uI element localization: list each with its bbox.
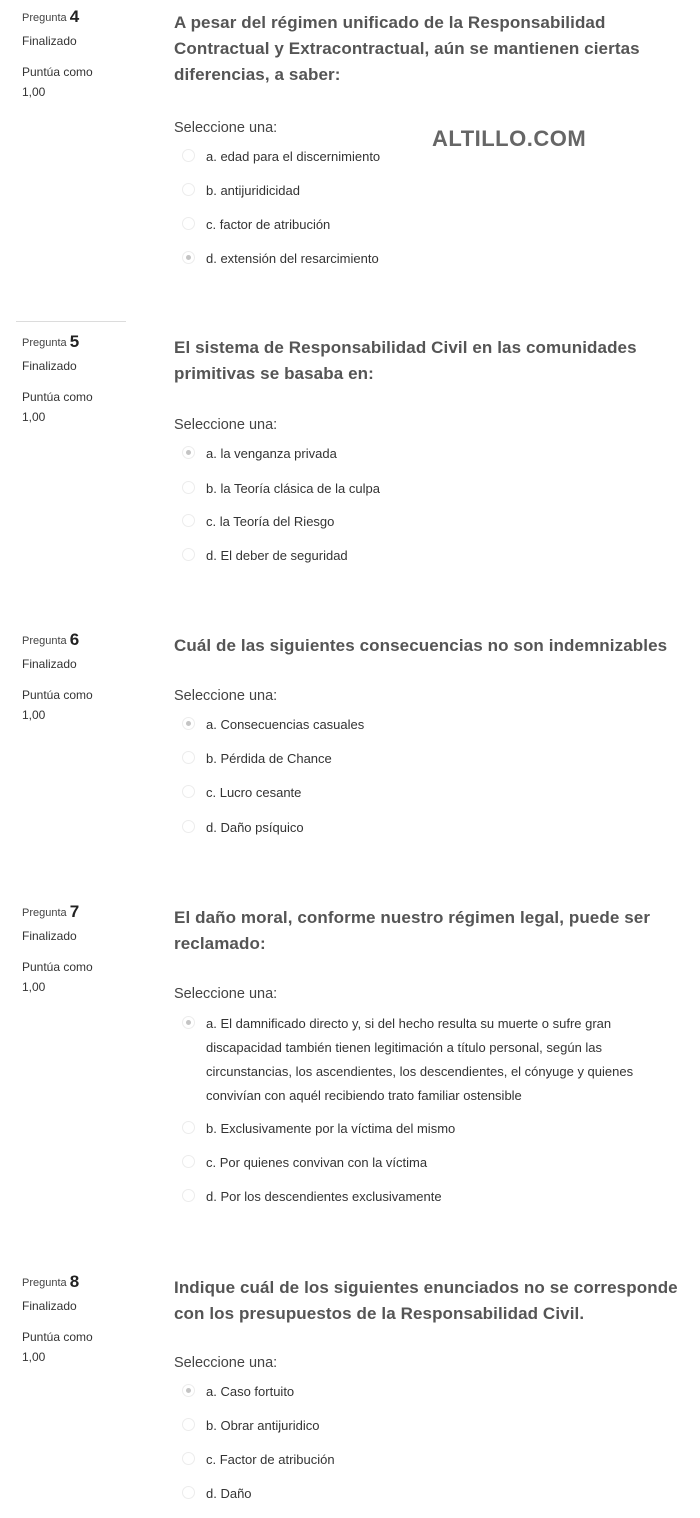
option-b[interactable] [182, 747, 682, 771]
option-label[interactable]: a. Caso fortuito [206, 1384, 295, 1399]
option-d[interactable] [182, 1185, 682, 1209]
question-number: 6 [69, 630, 80, 649]
watermark: ALTILLO.COM [432, 126, 587, 151]
radio-button[interactable] [182, 1121, 195, 1134]
grade-value: 1,00 [22, 708, 46, 722]
option-label[interactable]: b. Obrar antijuridico [206, 1418, 320, 1433]
select-one-prompt: Seleccione una: [174, 688, 278, 704]
option-b[interactable] [182, 477, 682, 501]
grade-label: Puntúa como [22, 390, 93, 404]
question-state: Finalizado [22, 657, 77, 671]
grade-label: Puntúa como [22, 688, 93, 702]
radio-button[interactable] [182, 1452, 195, 1465]
question-label: Pregunta [22, 337, 67, 349]
select-one-prompt: Seleccione una: [174, 986, 278, 1002]
question-info [22, 1273, 126, 1367]
question-number: 5 [69, 332, 80, 351]
option-c[interactable] [182, 781, 682, 805]
radio-button[interactable] [182, 514, 195, 527]
option-label[interactable]: d. Daño psíquico [206, 820, 304, 835]
radio-button[interactable] [182, 217, 195, 230]
radio-button-selected[interactable] [182, 1384, 195, 1397]
radio-button-selected[interactable] [182, 717, 195, 730]
question-state: Finalizado [22, 359, 77, 373]
option-a[interactable] [182, 1012, 682, 1108]
question-label: Pregunta [22, 907, 67, 919]
option-label[interactable]: a. edad para el discernimiento [206, 149, 381, 164]
radio-button[interactable] [182, 1189, 195, 1202]
option-label[interactable]: b. antijuridicidad [206, 183, 300, 198]
option-b[interactable] [182, 1414, 682, 1438]
grade-label: Puntúa como [22, 960, 93, 974]
grade-value: 1,00 [22, 410, 46, 424]
option-a[interactable] [182, 442, 682, 466]
option-label[interactable]: c. Por quienes convivan con la víctima [206, 1155, 428, 1170]
grade-value: 1,00 [22, 980, 46, 994]
question-text: Cuál de las siguientes consecuencias no son indemnizables [174, 636, 668, 655]
question-info [22, 631, 126, 725]
question-info [22, 333, 126, 427]
option-b[interactable] [182, 179, 682, 203]
question-label: Pregunta [22, 1277, 67, 1289]
question-info [22, 903, 126, 997]
question-number: 4 [69, 7, 80, 26]
radio-button[interactable] [182, 548, 195, 561]
option-d[interactable] [182, 1482, 682, 1506]
select-one-prompt: Seleccione una: [174, 1355, 278, 1371]
question-number: 8 [69, 1272, 80, 1291]
option-label[interactable]: d. Daño [206, 1486, 252, 1501]
question-state: Finalizado [22, 34, 77, 48]
option-label[interactable]: a. la venganza privada [206, 446, 337, 461]
option-b[interactable] [182, 1117, 682, 1141]
option-label[interactable]: d. Por los descendientes exclusivamente [206, 1189, 442, 1204]
option-label[interactable]: c. la Teoría del Riesgo [206, 514, 335, 529]
radio-button[interactable] [182, 183, 195, 196]
option-label[interactable]: c. Factor de atribución [206, 1452, 335, 1467]
radio-button[interactable] [182, 820, 195, 833]
option-label[interactable]: d. extensión del resarcimiento [206, 251, 379, 266]
radio-button[interactable] [182, 149, 195, 162]
question-label: Pregunta [22, 635, 67, 647]
radio-button[interactable] [182, 785, 195, 798]
option-d[interactable] [182, 247, 682, 271]
question-text: El daño moral, conforme nuestro régimen legal, puede ser reclamado: [174, 908, 651, 953]
select-one-prompt: Seleccione una: [174, 120, 278, 136]
option-d[interactable] [182, 544, 682, 568]
option-a[interactable] [182, 713, 682, 737]
option-label[interactable]: b. Exclusivamente por la víctima del mismo [206, 1121, 456, 1136]
option-c[interactable] [182, 213, 682, 237]
option-a[interactable] [182, 1380, 682, 1404]
question-info [22, 8, 126, 102]
radio-button[interactable] [182, 1486, 195, 1499]
radio-button[interactable] [182, 1418, 195, 1431]
radio-button-selected[interactable] [182, 446, 195, 459]
grade-value: 1,00 [22, 1350, 46, 1364]
select-one-prompt: Seleccione una: [174, 417, 278, 433]
option-label[interactable]: c. Lucro cesante [206, 785, 302, 800]
grade-value: 1,00 [22, 85, 46, 99]
question-text: A pesar del régimen unificado de la Responsabilidad Contractual y Extracontractual, aún se mantienen ciertas diferencias, a saber: [174, 13, 640, 84]
option-c[interactable] [182, 510, 682, 534]
option-d[interactable] [182, 816, 682, 840]
question-text: Indique cuál de los siguientes enunciados no se corresponde con los presupuestos de la Responsabilidad Civil. [174, 1278, 678, 1323]
option-c[interactable] [182, 1151, 682, 1175]
option-label[interactable]: b. la Teoría clásica de la culpa [206, 481, 380, 496]
question-label: Pregunta [22, 12, 67, 24]
question-state: Finalizado [22, 1299, 77, 1313]
radio-button[interactable] [182, 481, 195, 494]
radio-button[interactable] [182, 751, 195, 764]
grade-label: Puntúa como [22, 1330, 93, 1344]
option-label[interactable]: a. El damnificado directo y, si del hecho resulta su muerte o sufre gran discapacidad también tienen legitimación a título personal, según las circunstancias, los ascendientes, los descendientes, el cónyuge y quienes convivían con aquél recibiendo trato familiar ostensible [206, 1016, 634, 1103]
option-label[interactable]: c. factor de atribución [206, 217, 331, 232]
question-number: 7 [69, 902, 80, 921]
option-label[interactable]: a. Consecuencias casuales [206, 717, 365, 732]
question-text: El sistema de Responsabilidad Civil en las comunidades primitivas se basaba en: [174, 338, 637, 383]
radio-button-selected[interactable] [182, 251, 195, 264]
option-a[interactable] [182, 145, 682, 169]
question-separator [16, 321, 126, 322]
radio-button-selected[interactable] [182, 1016, 195, 1029]
question-state: Finalizado [22, 929, 77, 943]
option-label[interactable]: b. Pérdida de Chance [206, 751, 332, 766]
option-label[interactable]: d. El deber de seguridad [206, 548, 348, 563]
grade-label: Puntúa como [22, 65, 93, 79]
option-c[interactable] [182, 1448, 682, 1472]
radio-button[interactable] [182, 1155, 195, 1168]
